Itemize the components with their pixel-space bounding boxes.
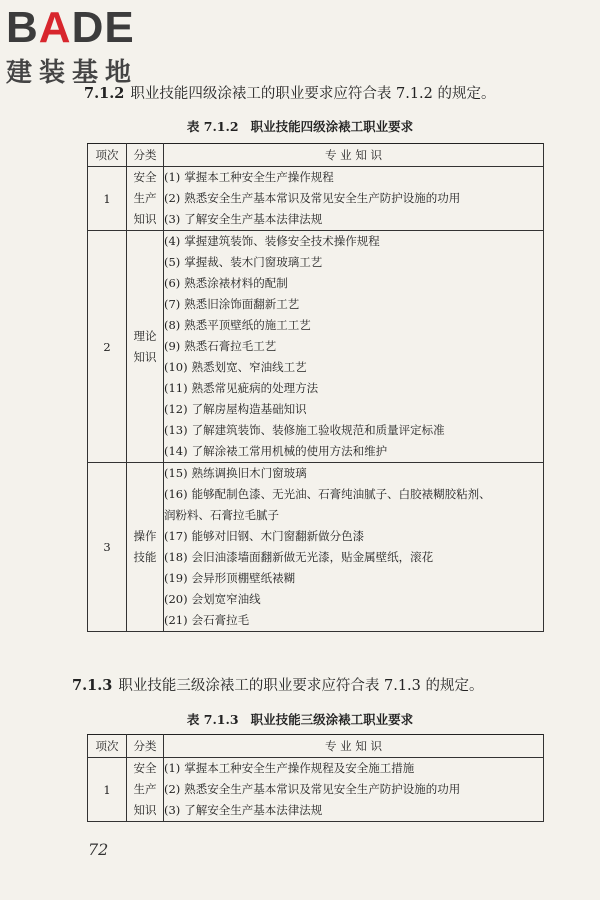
item-number: (15) [164,466,188,480]
knowledge-item [164,526,543,547]
item-text: 会石膏拉毛 [191,613,250,627]
knowledge-item [164,231,543,252]
knowledge-cell [164,167,544,231]
item-text: 了解涂裱工常用机械的使用方法和维护 [191,444,388,458]
row-category [127,758,164,822]
header-index: 项次 [88,735,127,758]
item-text: 熟悉石膏拉毛工艺 [184,339,277,353]
caption-number: 表 7.1.2 [186,119,239,134]
category-line: 生产 [133,191,157,205]
category-line: 安全 [133,170,157,184]
row-index: 1 [88,758,127,822]
knowledge-item [164,252,543,273]
item-text: 熟悉安全生产基本常识及常见安全生产防护设施的功用 [184,782,461,796]
item-text: 掌握建筑装饰、装修安全技术操作规程 [184,234,380,248]
table-7-1-3 [87,734,544,822]
item-text: 掌握本工种安全生产操作规程 [184,170,334,184]
page-number: 72 [88,840,109,859]
row-index: 2 [88,231,127,463]
item-text: 会异形顶棚壁纸裱糊 [191,571,296,585]
item-number: (6) [164,276,181,290]
caption-title: 职业技能三级涂裱工职业要求 [250,712,414,727]
header-category: 分类 [127,144,164,167]
item-number: (14) [164,444,188,458]
knowledge-item [164,568,543,589]
item-text: 熟悉涂裱材料的配制 [184,276,288,290]
knowledge-cell [164,758,544,822]
item-number: (3) [164,212,181,226]
item-number: (16) [164,487,188,501]
category-line: 操作 [133,529,157,543]
category-line: 技能 [133,550,157,564]
category-line: 知识 [133,349,157,364]
header-knowledge: 专 业 知 识 [164,144,544,167]
item-text: 掌握本工种安全生产操作规程及安全施工措施 [184,761,415,775]
item-text: 熟悉旧涂饰面翻新工艺 [184,297,300,311]
knowledge-item [164,209,543,230]
item-number: (1) [164,761,181,775]
item-number: (10) [164,360,188,374]
knowledge-item [164,357,543,378]
logo-subtitle: 建装基地 [6,58,139,88]
table-caption-7-1-3 [0,710,600,728]
item-text: 能够对旧钢、木门窗翻新做分色漆 [191,529,365,543]
logo-wordmark: BADE [6,3,135,52]
header-category: 分类 [127,735,164,758]
knowledge-item [164,589,543,610]
item-number: (2) [164,782,181,796]
item-text: 熟悉常见疵病的处理方法 [191,381,319,395]
item-number: (9) [164,339,181,353]
item-number: (1) [164,170,181,184]
item-number: (5) [164,255,181,269]
item-number: (13) [164,423,188,437]
knowledge-item [164,758,543,779]
clause-text: 职业技能三级涂裱工的职业要求应符合表 7.1.3 的规定。 [118,678,484,694]
item-number: (2) [164,191,181,205]
knowledge-item-continuation: 润粉料、石膏拉毛腻子 [164,508,279,522]
clause-7-1-3 [72,676,484,696]
item-text: 会旧油漆墙面翻新做无光漆，贴金属壁纸，滚花 [191,550,434,564]
caption-number: 表 7.1.3 [186,712,239,727]
category-line: 知识 [133,803,157,817]
knowledge-item [164,547,543,568]
item-text: 熟悉平顶壁纸的施工工艺 [184,318,311,332]
knowledge-item [164,610,543,631]
table-header-row [88,144,544,167]
knowledge-cell [164,463,544,632]
knowledge-item [164,441,543,462]
header-index: 项次 [88,144,127,167]
knowledge-item [164,273,543,294]
item-text: 熟练调换旧木门窗玻璃 [191,466,307,480]
row-category [127,167,164,231]
item-number: (4) [164,234,181,248]
clause-number: 7.1.2 [84,85,125,102]
knowledge-item [164,399,543,420]
category-line: 生产 [133,782,157,796]
knowledge-cell [164,231,544,463]
item-number: (18) [164,550,188,564]
item-number: (7) [164,297,181,311]
row-category [127,463,164,632]
item-text: 了解安全生产基本法律法规 [184,803,323,817]
row-index: 1 [88,167,127,231]
item-text: 会划宽窄油线 [191,592,261,606]
table-header-row [88,735,544,758]
knowledge-item [164,336,543,357]
item-number: (8) [164,318,181,332]
header-knowledge: 专 业 知 识 [164,735,544,758]
knowledge-item [164,420,543,441]
knowledge-item [164,800,543,821]
item-number: (12) [164,402,188,416]
clause-7-1-2 [84,84,496,104]
item-text: 掌握裁、装木门窗玻璃工艺 [184,255,323,269]
category-line: 安全 [133,761,157,775]
table-7-1-2 [87,143,544,632]
row-index: 3 [88,463,127,632]
item-number: (20) [164,592,188,606]
bade-logo [6,3,139,89]
knowledge-item [164,294,543,315]
clause-number: 7.1.3 [72,677,113,694]
item-text: 熟悉划宽、窄油线工艺 [191,360,307,374]
table-row [88,758,544,822]
caption-title: 职业技能四级涂裱工职业要求 [250,119,414,134]
knowledge-item [164,188,543,209]
row-category [127,231,164,463]
table-caption-7-1-2 [0,117,600,135]
item-text: 熟悉安全生产基本常识及常见安全生产防护设施的功用 [184,191,461,205]
knowledge-item [164,463,543,484]
item-number: (11) [164,381,188,395]
item-number: (19) [164,571,188,585]
item-text: 了解房屋构造基础知识 [191,402,307,416]
knowledge-item [164,779,543,800]
table-row [88,463,544,632]
item-text: 了解建筑装饰、装修施工验收规范和质量评定标准 [191,423,445,437]
item-number: (17) [164,529,188,543]
item-text: 了解安全生产基本法律法规 [184,212,323,226]
table-row [88,167,544,231]
table-row [88,231,544,463]
category-line: 理论 [133,328,157,343]
knowledge-item [164,378,543,399]
knowledge-item [164,484,543,505]
clause-text: 职业技能四级涂裱工的职业要求应符合表 7.1.2 的规定。 [130,86,496,102]
knowledge-item [164,315,543,336]
item-number: (3) [164,803,181,817]
item-text: 能够配制色漆、无光油、石膏纯油腻子、白胶裱糊胶粘剂、 [191,487,491,501]
item-number: (21) [164,613,188,627]
knowledge-item [164,167,543,188]
category-line: 知识 [133,212,157,226]
